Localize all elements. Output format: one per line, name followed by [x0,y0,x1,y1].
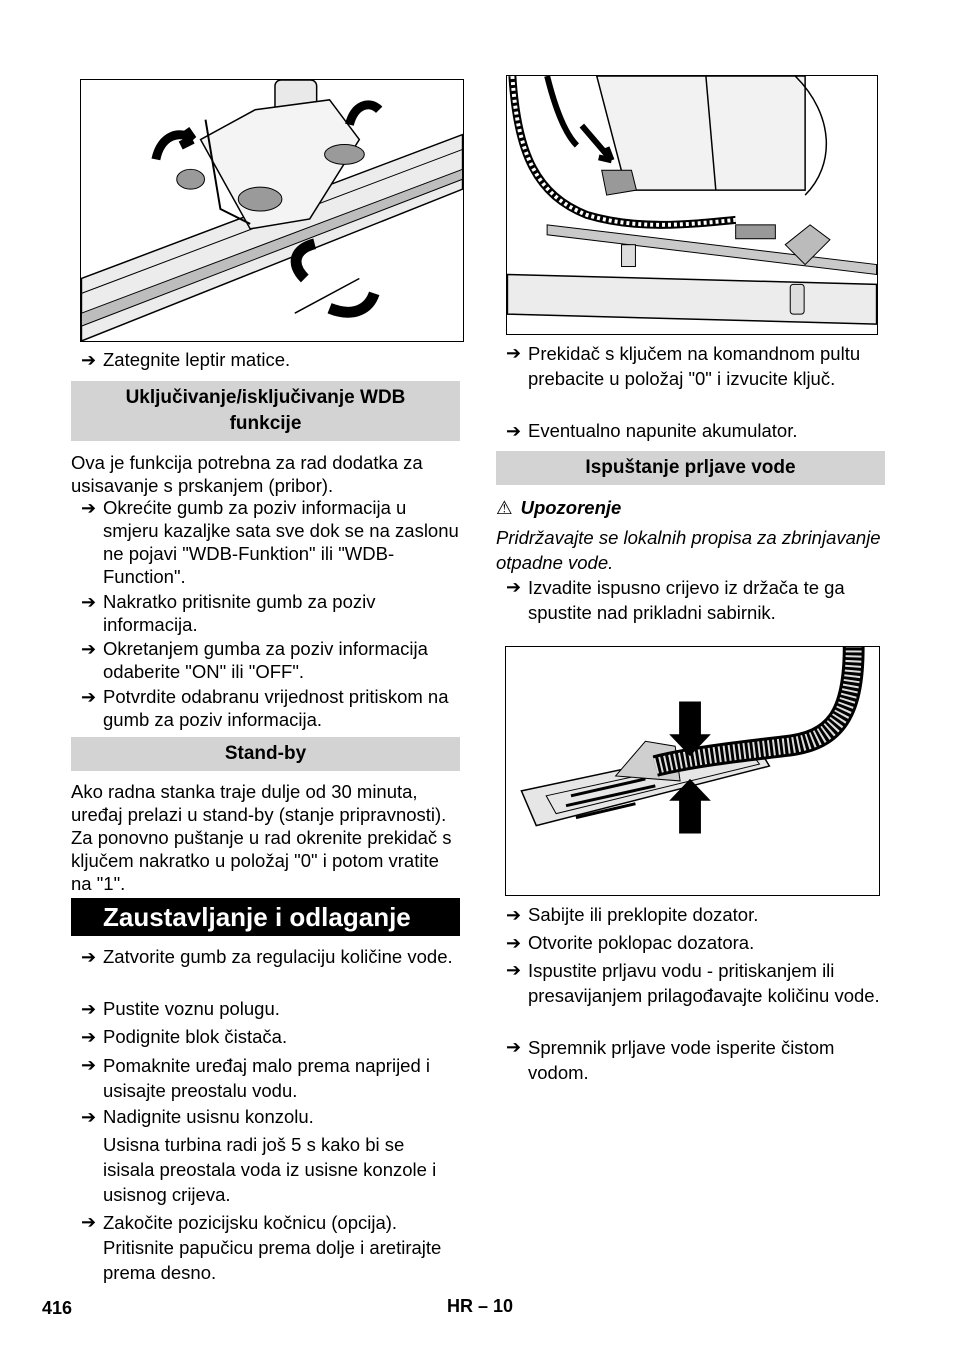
arrow-right-icon: ➔ [506,421,522,441]
arrow-right-icon: ➔ [81,592,97,612]
paragraph-wdb-intro: Ova je funkcija potrebna za rad dodatka za usisavanje s prskanjem (pribor). [71,452,423,496]
warning-triangle-icon: ⚠ [496,497,513,518]
arrow-right-icon: ➔ [81,1107,97,1127]
section-heading-standby: Stand-by [71,737,460,771]
arrow-right-icon: ➔ [506,960,522,980]
section-heading-wdb: Uključivanje/isključivanje WDB funkcije [71,381,460,441]
figure-squeegee-wing-nuts [80,79,464,342]
arrow-right-icon: ➔ [81,687,97,707]
list-item: ➔ Nadignite usisnu konzolu. [81,1106,314,1127]
figure-parking-brake-pedal [506,75,878,335]
page-number: 416 [42,1298,73,1318]
list-item: ➔ Zatvorite gumb za regulaciju količine vode. [81,946,453,967]
footer-language-page: HR – 10 [447,1296,514,1316]
list-item: ➔ Zategnite leptir matice. [81,349,291,370]
arrow-right-icon: ➔ [81,947,97,967]
warning-text: Pridržavajte se lokalnih propisa za zbrinjavanje otpadne vode. [496,527,881,573]
arrow-right-icon: ➔ [506,905,522,925]
list-item: ➔ Potvrdite odabranu vrijednost pritiskom na gumb za poziv informacija. [81,686,449,730]
paragraph-standby: Ako radna stanka traje dulje od 30 minuta, uređaj prelazi u stand-by (stanje pripravnosti). Za ponovno puštanje u rad okrenite prekidač s ključem nakratko u položaj "0" i potom vratite na "1". [71,781,452,894]
section-heading-drain: Ispuštanje prljave vode [496,451,885,485]
arrow-right-icon: ➔ [506,577,522,597]
arrow-right-icon: ➔ [506,343,522,363]
list-item: ➔ Nakratko pritisnite gumb za poziv informacija. [81,591,376,635]
chapter-heading-stop: Zaustavljanje i odlaganje [71,898,460,936]
list-item: ➔ Spremnik prljave vode isperite čistom vodom. [506,1037,835,1083]
note-turbine: Usisna turbina radi još 5 s kako bi se isisala preostala voda iz usisne konzole i usisnog crijeva. [103,1134,437,1205]
list-item: ➔ Prekidač s ključem na komandnom pultu prebacite u položaj "0" i izvucite ključ. [506,343,861,389]
list-item: ➔ Zakočite pozicijsku kočnicu (opcija). Pritisnite papučicu prema dolje i aretirajte prema desno. [81,1212,442,1283]
list-item: ➔ Okretanjem gumba za poziv informacija odaberite "ON" ili "OFF". [81,638,428,682]
list-item: ➔ Sabijte ili preklopite dozator. [506,904,759,925]
arrow-right-icon: ➔ [81,639,97,659]
list-item: ➔ Pomaknite uređaj malo prema naprijed i usisajte preostalu vodu. [81,1055,431,1101]
arrow-right-icon: ➔ [81,1212,97,1232]
list-item: ➔ Pustite voznu polugu. [81,998,280,1019]
arrow-right-icon: ➔ [81,1027,97,1047]
squeegee-illustration [81,80,463,341]
arrow-right-icon: ➔ [506,933,522,953]
list-item: ➔ Eventualno napunite akumulator. [506,420,798,441]
arrow-right-icon: ➔ [506,1037,522,1057]
figure-drain-hose [505,646,880,896]
list-item: ➔ Podignite blok čistača. [81,1026,288,1047]
list-item: ➔ Ispustite prljavu vodu - pritiskanjem ili presavijanjem prilagođavajte količinu vode. [506,960,880,1006]
arrow-right-icon: ➔ [81,498,97,518]
warning-label: ⚠ Upozorenje [496,497,622,518]
arrow-right-icon: ➔ [81,1055,97,1075]
brake-pedal-illustration [507,76,877,334]
arrow-right-icon: ➔ [81,350,97,370]
drain-hose-illustration [506,647,879,895]
list-item: ➔ Okrećite gumb za poziv informacija u smjeru kazaljke sata sve dok se na zaslonu ne pojavi "WDB-Funktion" ili "WDB-Function". [81,497,459,587]
list-item: ➔ Otvorite poklopac dozatora. [506,932,755,953]
arrow-right-icon: ➔ [81,999,97,1019]
list-item: ➔ Izvadite ispusno crijevo iz držača te ga spustite nad prikladni sabirnik. [506,577,845,623]
